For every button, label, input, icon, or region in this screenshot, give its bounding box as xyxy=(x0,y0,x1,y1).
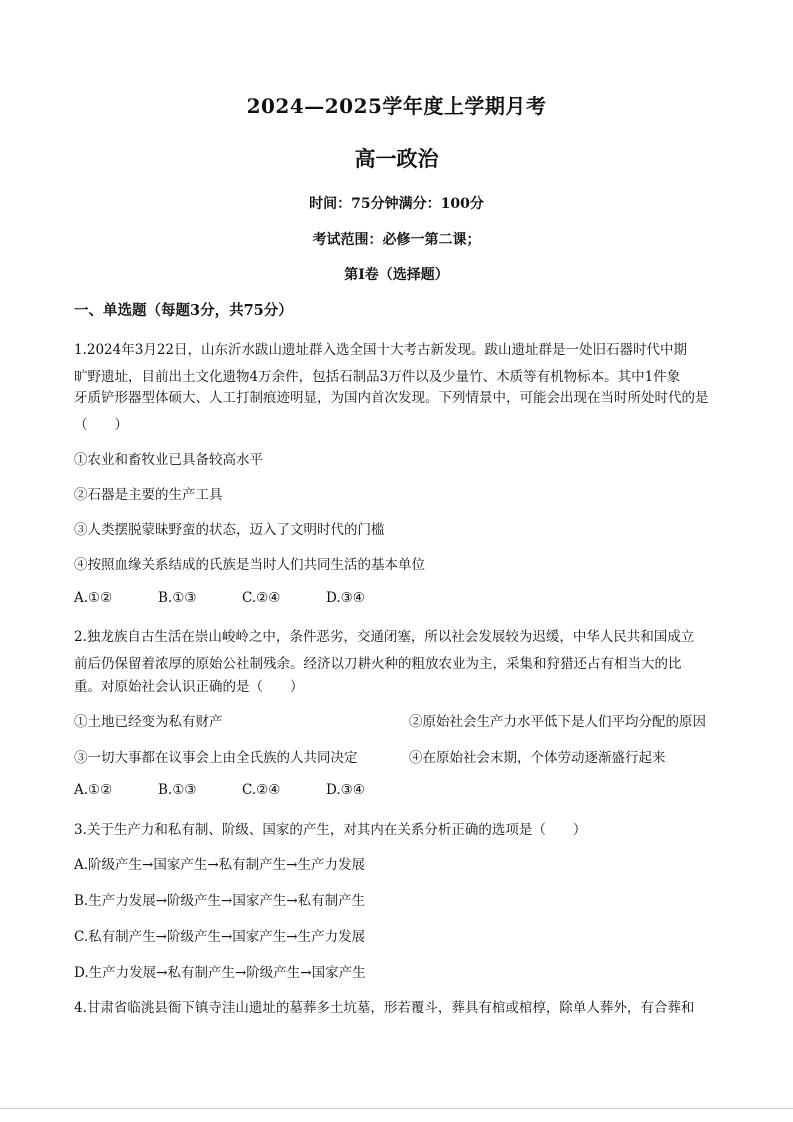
volume-title: 第Ⅰ卷（选择题） xyxy=(344,267,449,283)
q2-option-a: A.①② xyxy=(74,782,113,798)
q1-option-d: D.③④ xyxy=(326,590,365,606)
q2-stem-line: 重。对原始社会认识正确的是（ ） xyxy=(74,679,304,695)
q1-statement: ②石器是主要的生产工具 xyxy=(74,487,223,503)
q2-statement: ①土地已经变为私有财产 xyxy=(74,714,223,730)
q1-statement: ④按照血缘关系结成的氏族是当时人们共同生活的基本单位 xyxy=(74,557,425,573)
q3-option-c: C.私有制产生→阶级产生→国家产生→生产力发展 xyxy=(74,929,366,945)
exam-scope: 考试范围：必修一第二课； xyxy=(312,232,481,248)
q2-statement: ②原始社会生产力水平低下是人们平均分配的原因 xyxy=(409,714,706,730)
q1-statement: ③人类摆脱蒙昧野蛮的状态，迈入了文明时代的门槛 xyxy=(74,522,385,538)
q1-stem-line: 旷野遗址，目前出土文化遗物4万余件，包括石制品3万件以及少量竹、木质等有机物标本。其中1件象 xyxy=(74,369,681,385)
q3-stem: 3.关于生产力和私有制、阶级、国家的产生，对其内在关系分析正确的选项是（ ） xyxy=(74,822,587,838)
q3-option-d: D.生产力发展→私有制产生→阶级产生→国家产生 xyxy=(74,965,366,981)
page-bottom-divider xyxy=(0,1108,793,1109)
q1-stem-line: 1.2024年3月22日，山东沂水跋山遗址群入选全国十大考古新发现。跋山遗址群是一处旧石器时代中期 xyxy=(74,342,688,358)
q4-stem: 4.甘肃省临洮县衙下镇寺洼山遗址的墓葬多土坑墓，形若覆斗，葬具有棺或棺椁，除单人葬外，有合葬和 xyxy=(74,1000,695,1016)
q2-option-d: D.③④ xyxy=(326,782,365,798)
q3-option-b: B.生产力发展→阶级产生→国家产生→私有制产生 xyxy=(74,893,366,909)
time-info: 时间：75分钟满分：100分 xyxy=(309,196,484,212)
q1-option-b: B.①③ xyxy=(158,590,197,606)
q2-option-b: B.①③ xyxy=(158,782,197,798)
q1-stem-line: （ ） xyxy=(74,417,128,433)
q2-statement: ④在原始社会末期，个体劳动逐渐盛行起来 xyxy=(409,750,666,766)
q1-options xyxy=(74,590,410,606)
q2-stem-line: 2.独龙族自古生活在崇山峻岭之中，条件恶劣，交通闭塞，所以社会发展较为迟缓，中华人民共和国成立 xyxy=(74,629,695,645)
q2-option-c: C.②④ xyxy=(242,782,281,798)
section-title: 一、单选题（每题3分，共75分） xyxy=(74,302,293,319)
q2-statement: ③一切大事都在议事会上由全氏族的人共同决定 xyxy=(74,750,358,766)
exam-title: 2024—2025学年度上学期月考 xyxy=(246,94,547,118)
q1-statement: ①农业和畜牧业已具备较高水平 xyxy=(74,452,263,468)
q1-stem-line: 牙质铲形器型体硕大、人工打制痕迹明显，为国内首次发现。下列情景中，可能会出现在当时所处时代的是 xyxy=(74,390,709,406)
q1-option-a: A.①② xyxy=(74,590,113,606)
q2-stem-line: 前后仍保留着浓厚的原始公社制残余。经济以刀耕火种的粗放农业为主，采集和狩猎还占有相当大的比 xyxy=(74,656,682,672)
q3-option-a: A.阶级产生→国家产生→私有制产生→生产力发展 xyxy=(74,857,365,873)
q2-options xyxy=(74,782,410,798)
subject-title: 高一政治 xyxy=(354,146,439,171)
q1-option-c: C.②④ xyxy=(242,590,281,606)
